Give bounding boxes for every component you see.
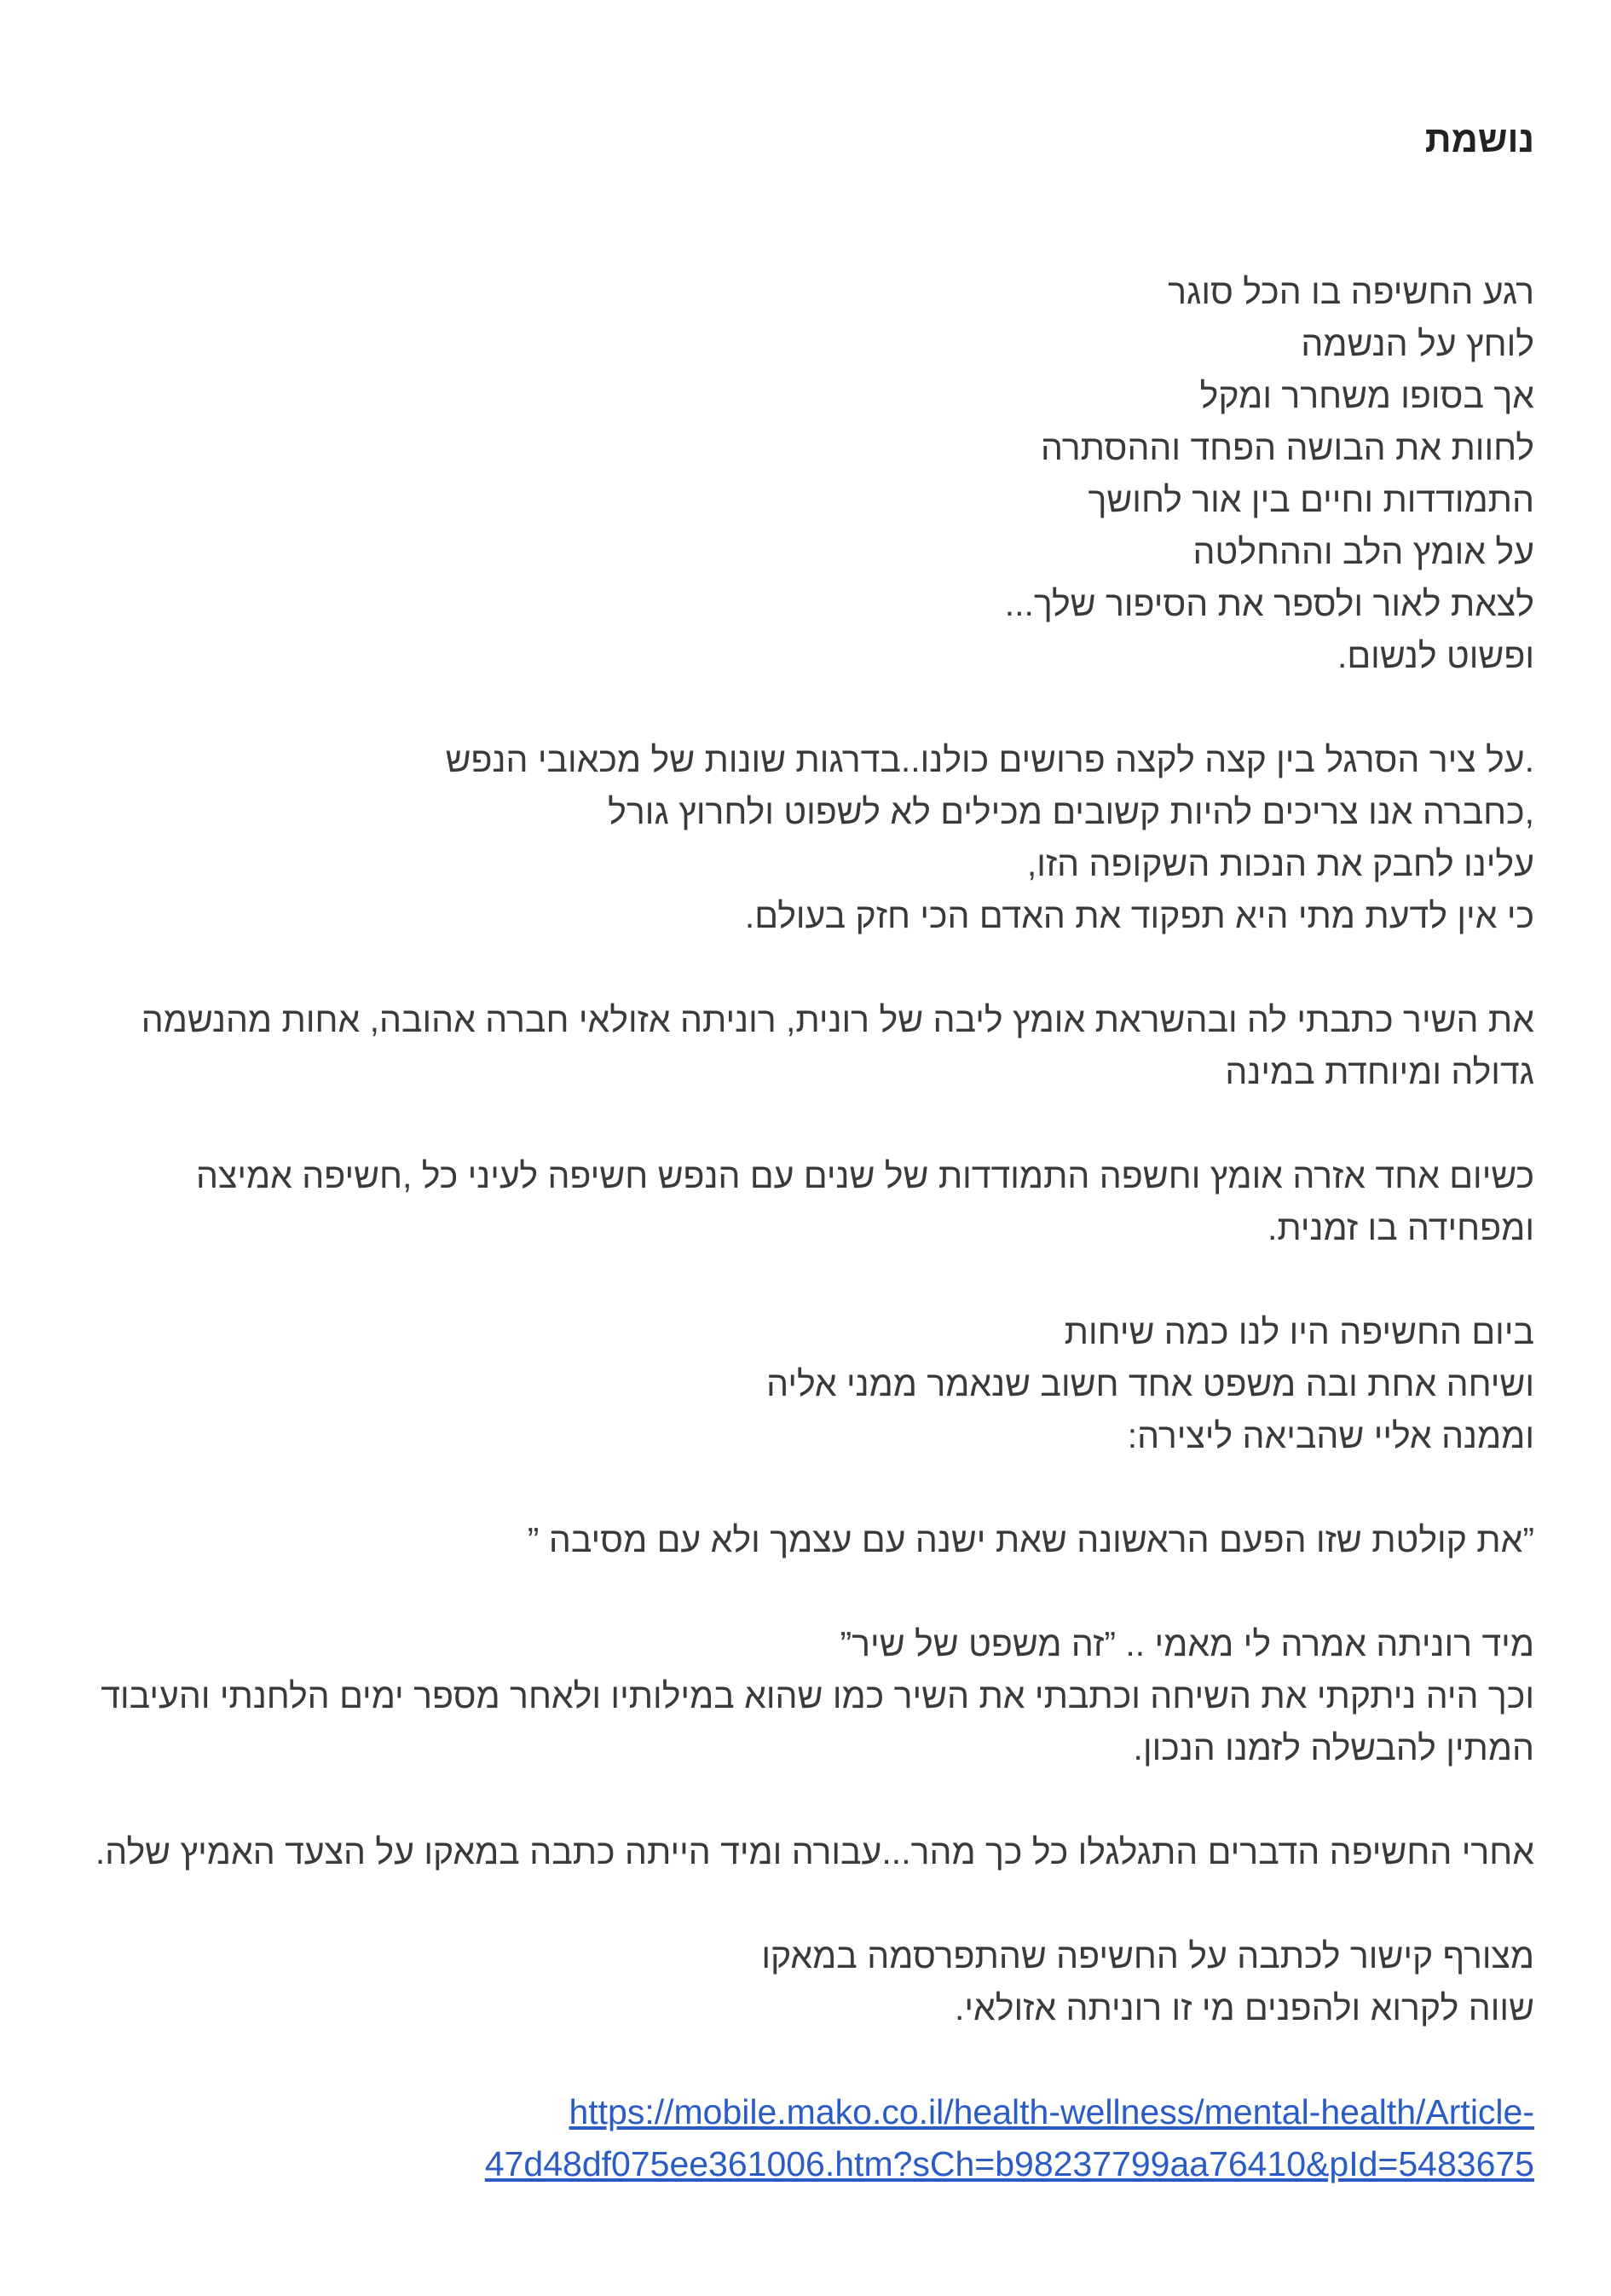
text-line: לוחץ על הנשמה (1301, 324, 1534, 363)
text-line: התמודדות וחיים בין אור לחושך (1088, 480, 1534, 519)
text-line: כשיום אחד אזרה אומץ וחשפה התמודדות של שנים עם הנפש חשיפה לעיני כל ,חשיפה אמיצה ומפחידה בו זמנית. (196, 1156, 1534, 1247)
text-line: וכך היה ניתקתי את השיחה וכתבתי את השיר כמו שהוא במילותיו ולאחר מספר ימים הלחנתי והעיבוד המתין להבשלה לזמנו הנכון. (101, 1676, 1534, 1767)
paragraph-inspiration (65, 994, 1534, 1098)
article-link-block (65, 2086, 1534, 2190)
text-line: .על ציר הסרגל בין קצה לקצה פרושים כולנו..בדרגות שונות של מכאובי הנפש (445, 740, 1534, 779)
text-line: ביום החשיפה היו לנו כמה שיחות (1064, 1312, 1534, 1351)
text-line: ,כחברה אנו צריכים להיות קשובים מכילים לא לשפוט ולחרוץ גורל (608, 792, 1534, 831)
text-line: ”את קולטת שזו הפעם הראשונה שאת ישנה עם עצמך ולא עם מסיבה ” (527, 1520, 1534, 1559)
text-line: כי אין לדעת מתי היא תפקוד את האדם הכי חזק בעולם. (744, 896, 1534, 935)
article-link[interactable] (65, 2086, 1534, 2190)
quote-line (65, 1514, 1534, 1566)
poem-stanza-2 (65, 734, 1534, 942)
text-line: ופשוט לנשום. (1337, 636, 1534, 675)
text-line: מיד רוניתה אמרה לי מאמי .. ”זה משפט של שיר” (840, 1624, 1534, 1663)
text-line: עלינו לחבק את הנכות השקופה הזו, (1026, 844, 1534, 883)
document-body (65, 266, 1534, 2190)
text-line: לחוות את הבושה הפחד וההסתרה (1040, 428, 1534, 467)
article-link-line-1[interactable]: https://mobile.mako.co.il/health-wellness/mental-health/Article- (569, 2092, 1534, 2131)
text-line: שווה לקרוא ולהפנים מי זו רוניתה אזולאי. (954, 1988, 1534, 2027)
text-line: אך בסופו משחרר ומקל (1199, 376, 1534, 415)
text-line: וממנה אליי שהביאה ליצירה: (1127, 1416, 1534, 1455)
text-line: את השיר כתבתי לה ובהשראת אומץ ליבה של רונית, רוניתה אזולאי חברה אהובה, אחות מהנשמה גדולה ומיוחדת במינה (141, 1000, 1534, 1091)
paragraph-link-intro (65, 1930, 1534, 2034)
paragraph-song-origin (65, 1618, 1534, 1774)
paragraph-article (65, 1826, 1534, 1878)
text-line: רגע החשיפה בו הכל סוגר (1168, 272, 1534, 311)
text-line: אחרי החשיפה הדברים התגלגלו כל כך מהר...עבורה ומיד הייתה כתבה במאקו על הצעד האמיץ שלה. (95, 1832, 1534, 1871)
article-link-line-2[interactable]: 47d48df075ee361006.htm?sCh=b98237799aa76410&pId=5483675 (484, 2144, 1534, 2183)
poem-stanza-1 (65, 266, 1534, 682)
text-line: ושיחה אחת ובה משפט אחד חשוב שנאמר ממני אליה (766, 1364, 1534, 1403)
paragraph-conversations (65, 1306, 1534, 1462)
text-line: לצאת לאור ולספר את הסיפור שלך... (1004, 584, 1534, 623)
text-line: על אומץ הלב וההחלטה (1192, 532, 1534, 571)
paragraph-disclosure (65, 1150, 1534, 1254)
text-line: מצורף קישור לכתבה על החשיפה שהתפרסמה במאקו (761, 1936, 1534, 1975)
document-title: נושמת (1424, 119, 1534, 160)
